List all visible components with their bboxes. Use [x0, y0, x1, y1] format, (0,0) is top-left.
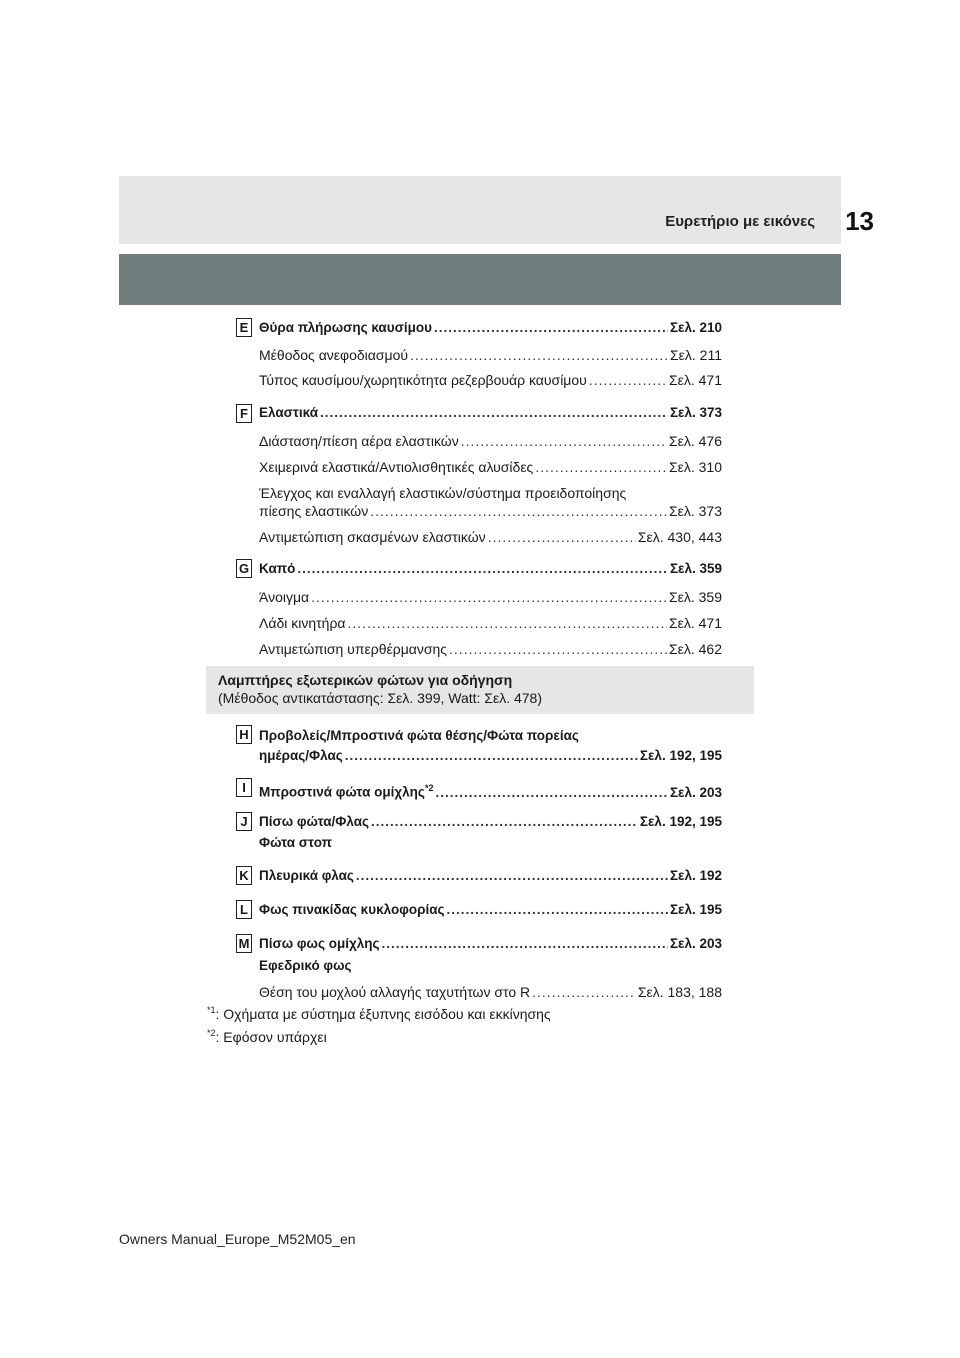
entry-flat-tire[interactable]: [259, 528, 722, 546]
header-band: [119, 176, 841, 244]
entry-page-ref: Σελ. 203: [669, 936, 722, 951]
entry-opening[interactable]: [259, 588, 722, 606]
lights-box-title: Λαμπτήρες εξωτερικών φώτων για οδήγηση: [218, 672, 513, 688]
entry-label: ημέρας/Φλας: [259, 748, 343, 763]
entry-label: [259, 779, 433, 802]
entry-fuel-door[interactable]: [259, 319, 722, 337]
entry-side-indicators[interactable]: [259, 867, 722, 885]
entry-headlights[interactable]: [259, 747, 722, 765]
entry-page-ref: Σελ. 192, 195: [639, 814, 722, 829]
leader-dots: [297, 560, 668, 578]
leader-dots: [447, 901, 668, 919]
marker-m: M: [236, 934, 252, 953]
leader-dots: [311, 588, 667, 606]
lights-info-box: [206, 666, 754, 714]
entry-gear-r-position[interactable]: [259, 983, 722, 1001]
footnote-text: : Εφόσον υπάρχει: [215, 1029, 327, 1045]
entry-label: Αντιμετώπιση υπερθέρμανσης: [259, 641, 448, 657]
marker-j: J: [236, 812, 252, 831]
entry-page-ref: Σελ. 192: [669, 868, 722, 883]
entry-page-ref: Σελ. 203: [669, 784, 722, 800]
entry-page-ref: Σελ. 471: [668, 372, 722, 388]
entry-page-ref: Σελ. 211: [670, 347, 722, 363]
entry-rear-lights[interactable]: [259, 813, 722, 831]
entry-page-ref: Σελ. 310: [668, 459, 722, 475]
leader-dots: [348, 614, 667, 632]
entry-front-fog-lights[interactable]: [259, 779, 722, 802]
leader-dots: [320, 404, 668, 422]
entry-engine-oil[interactable]: [259, 614, 722, 632]
entry-page-ref: Σελ. 430, 443: [637, 529, 722, 545]
leader-dots: [461, 432, 667, 450]
entry-page-ref: Σελ. 192, 195: [639, 748, 722, 763]
entry-label: Μέθοδος ανεφοδιασμού: [259, 347, 409, 363]
entry-label: Πίσω φώτα/Φλας: [259, 814, 370, 829]
entry-page-ref: Σελ. 476: [668, 433, 722, 449]
leader-dots: [488, 528, 636, 546]
entry-label: Διάσταση/πίεση αέρα ελαστικών: [259, 433, 459, 449]
entry-label: Πλευρικά φλας: [259, 868, 354, 883]
entry-rear-fog-light[interactable]: [259, 935, 722, 953]
entry-label: Άνοιγμα: [259, 589, 310, 605]
entry-label: πίεσης ελαστικών: [259, 503, 369, 519]
entry-label: Ελαστικά: [259, 405, 319, 420]
leader-dots: [370, 502, 667, 520]
entry-label: Φως πινακίδας κυκλοφορίας: [259, 902, 445, 917]
entry-page-ref: Σελ. 195: [669, 902, 722, 917]
leader-dots: [345, 747, 638, 765]
entry-tire-pressure[interactable]: [259, 432, 722, 450]
entry-hood[interactable]: [259, 560, 722, 578]
entry-label: Τύπος καυσίμου/χωρητικότητα ρεζερβουάρ καυσίμου: [259, 372, 587, 388]
footnote-mark: *2: [207, 1028, 216, 1038]
entry-label-text: Μπροστινά φώτα ομίχλης: [259, 784, 425, 800]
entry-page-ref: Σελ. 210: [669, 320, 722, 335]
page-number: 13: [845, 206, 874, 236]
leader-dots: [449, 640, 667, 658]
footer-doc-id: Owners Manual_Europe_M52M05_en: [119, 1231, 356, 1247]
entry-reverse-light: Εφεδρικό φως: [259, 958, 352, 973]
entry-label: Θύρα πλήρωσης καυσίμου: [259, 320, 432, 335]
leader-dots: [356, 867, 668, 885]
footnote-mark: *1: [207, 1005, 216, 1015]
entry-winter-tires[interactable]: [259, 458, 722, 476]
header-title: Ευρετήριο με εικόνες: [665, 213, 815, 230]
entry-headlights-line1: Προβολείς/Μπροστινά φώτα θέσης/Φώτα πορείας: [259, 728, 579, 743]
entry-label: Αντιμετώπιση σκασμένων ελαστικών: [259, 529, 486, 545]
entry-stop-lights: Φώτα στοπ: [259, 835, 332, 850]
entry-page-ref: Σελ. 462: [668, 641, 722, 657]
section-band: [119, 254, 841, 305]
leader-dots: [410, 346, 668, 364]
entry-label: Χειμερινά ελαστικά/Αντιολισθητικές αλυσίδες: [259, 459, 534, 475]
footnote-2: [207, 1028, 327, 1045]
leader-dots: [382, 935, 668, 953]
entry-label: Καπό: [259, 561, 296, 576]
entry-page-ref: Σελ. 359: [668, 589, 722, 605]
leader-dots: [589, 371, 667, 389]
entry-page-ref: Σελ. 373: [668, 503, 722, 519]
entry-tire-check-line1: Έλεγχος και εναλλαγή ελαστικών/σύστημα προειδοποίησης: [259, 485, 627, 501]
leader-dots: [434, 319, 668, 337]
footnote-1: [207, 1005, 551, 1022]
marker-h: H: [236, 725, 252, 744]
entry-license-plate-light[interactable]: [259, 901, 722, 919]
lights-box-subtitle: (Μέθοδος αντικατάστασης: Σελ. 399, Watt: Σελ. 478): [218, 690, 543, 706]
leader-dots: [532, 983, 636, 1001]
footnote-text: : Οχήματα με σύστημα έξυπνης εισόδου και εκκίνησης: [215, 1006, 551, 1022]
entry-refueling-method[interactable]: [259, 346, 722, 364]
entry-overheating[interactable]: [259, 640, 722, 658]
entry-page-ref: Σελ. 471: [668, 615, 722, 631]
entry-tires[interactable]: [259, 404, 722, 422]
marker-i: I: [236, 778, 252, 797]
marker-l: L: [236, 900, 252, 919]
entry-label: Θέση του μοχλού αλλαγής ταχυτήτων στο R: [259, 984, 531, 1000]
entry-label: Πίσω φως ομίχλης: [259, 936, 380, 951]
entry-tire-check[interactable]: [259, 502, 722, 520]
marker-g: G: [236, 559, 252, 578]
entry-page-ref: Σελ. 373: [669, 405, 722, 420]
leader-dots: [371, 813, 638, 831]
leader-dots: [535, 458, 667, 476]
footnote-ref: *2: [424, 783, 434, 793]
marker-k: K: [236, 866, 252, 885]
entry-page-ref: Σελ. 359: [669, 561, 722, 576]
entry-label: Λάδι κινητήρα: [259, 615, 346, 631]
entry-fuel-type[interactable]: [259, 371, 722, 389]
leader-dots: [435, 784, 668, 802]
marker-f: F: [236, 404, 252, 423]
marker-e: E: [236, 318, 252, 337]
entry-page-ref: Σελ. 183, 188: [637, 984, 722, 1000]
